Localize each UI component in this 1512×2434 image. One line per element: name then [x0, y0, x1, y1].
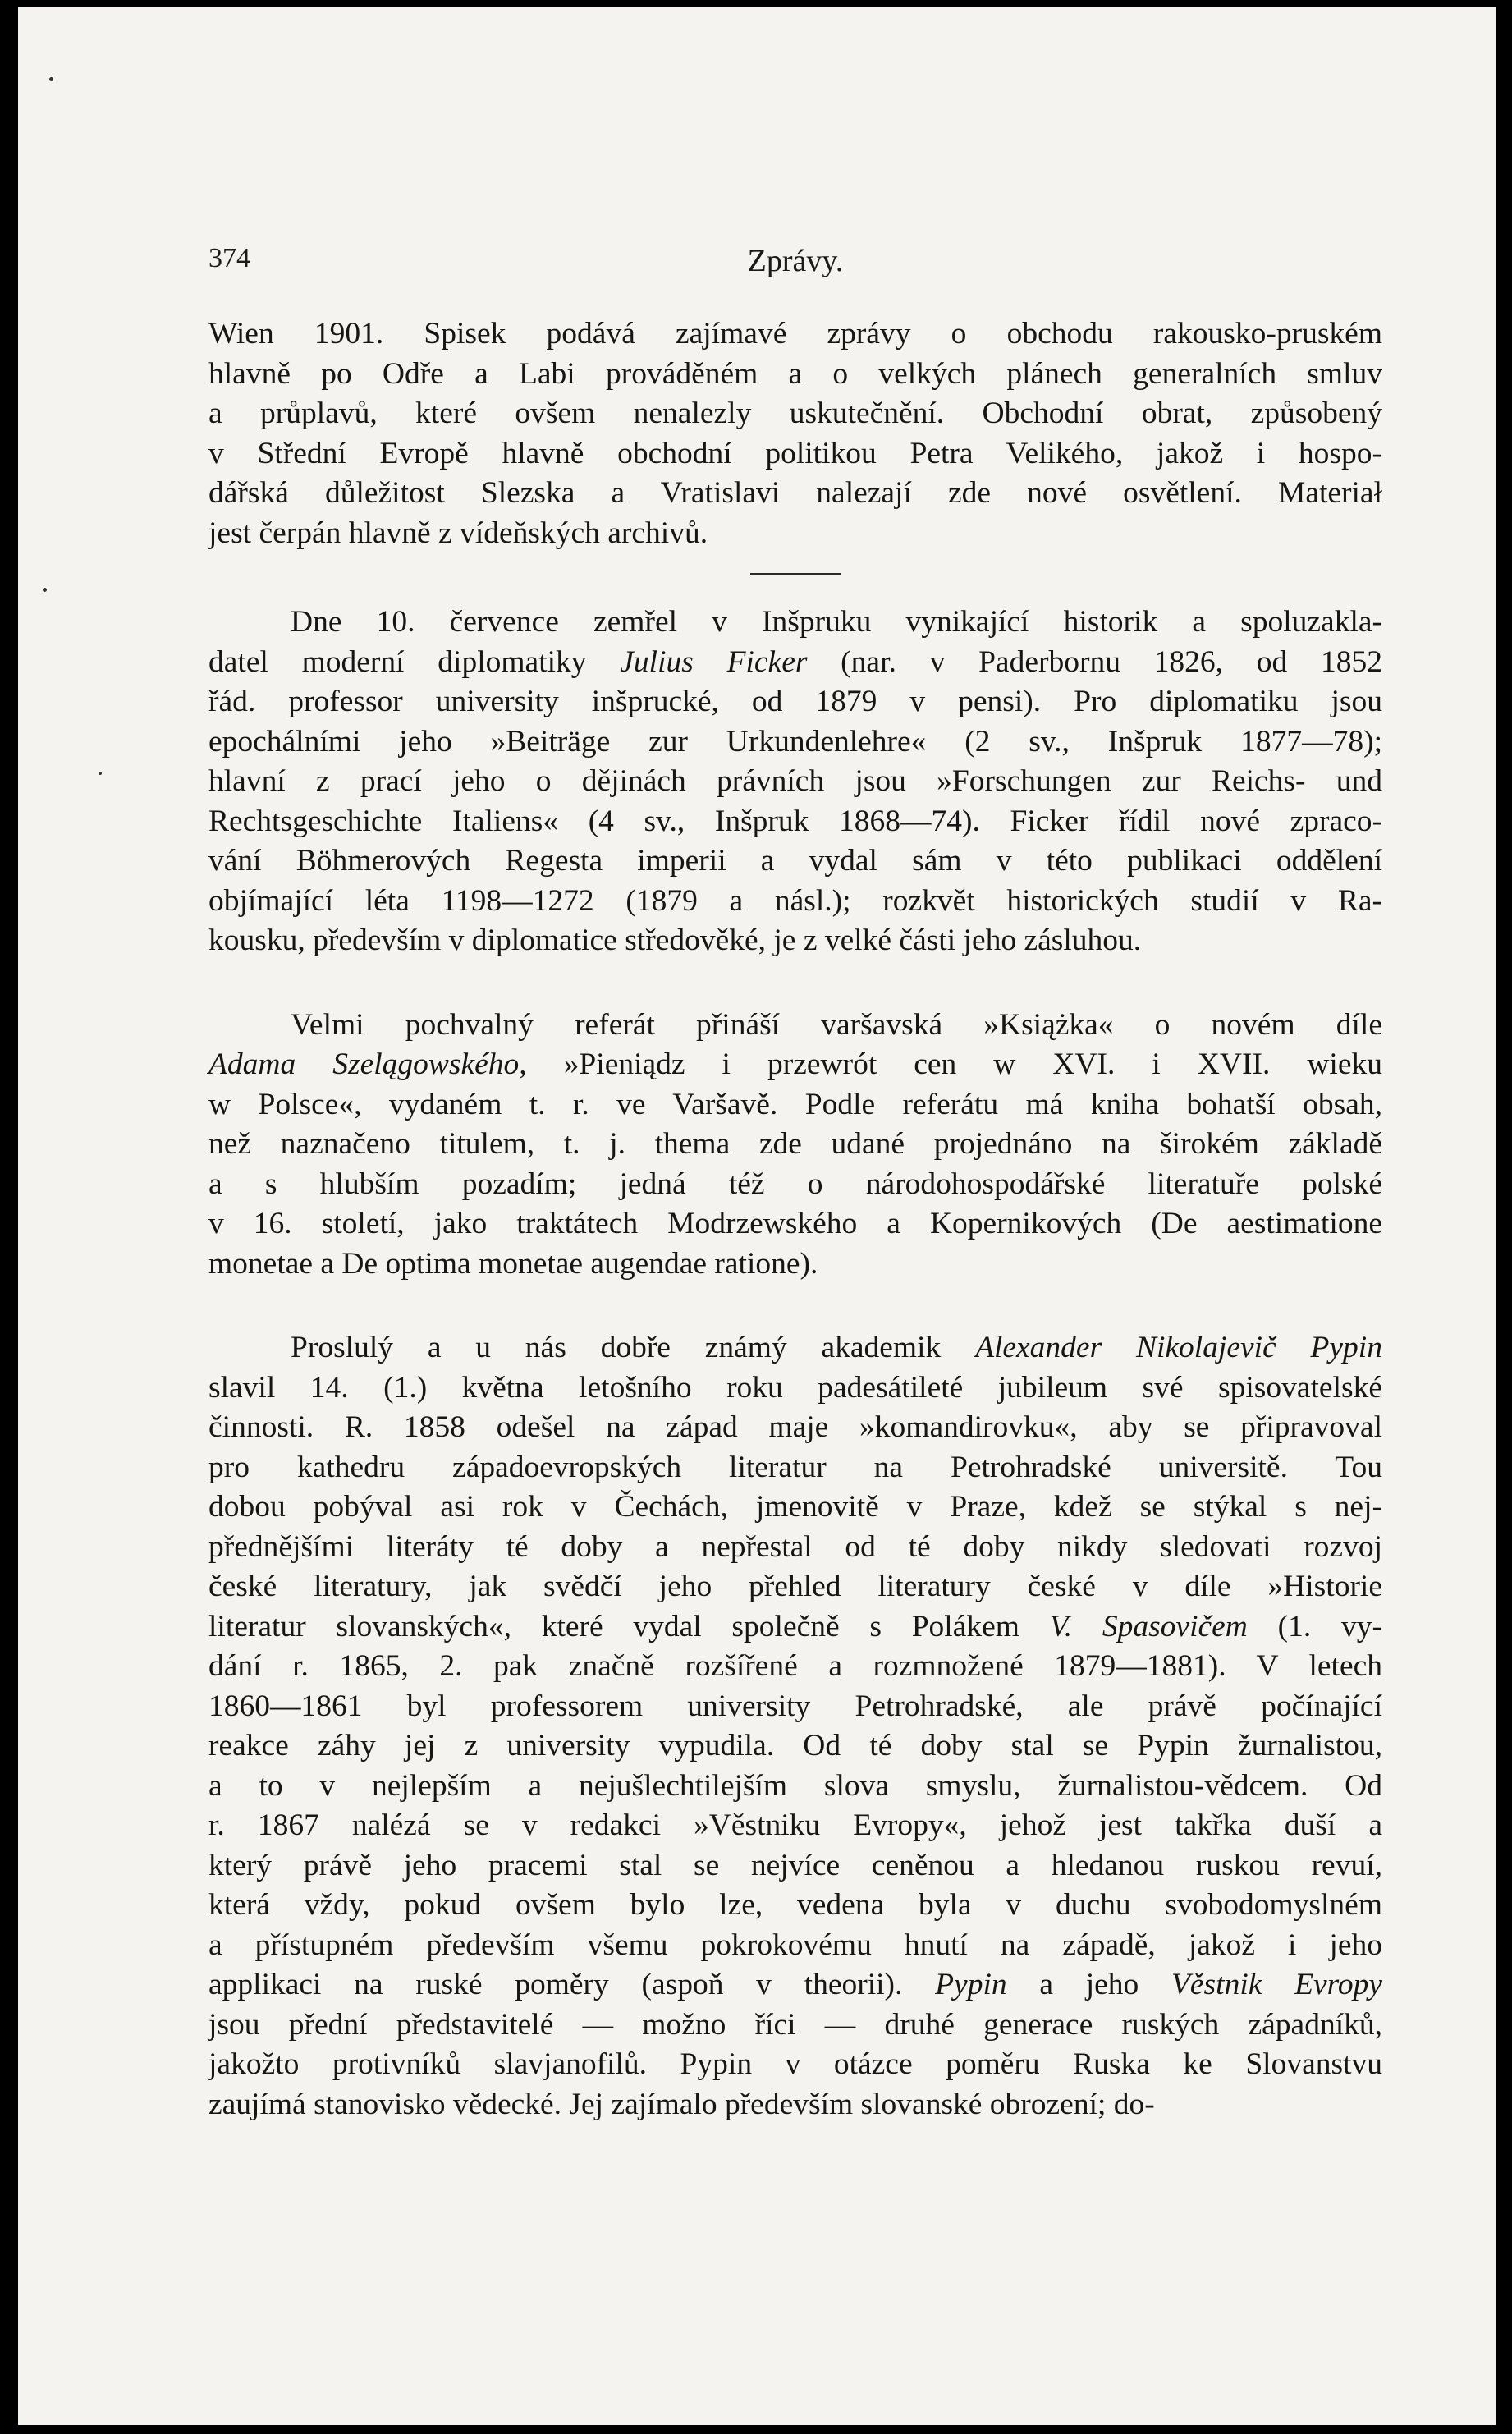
paragraph-szelagowski-review [208, 1006, 1382, 1285]
text-line: reakce záhy jej z university vypudila. Od té doby stal se Pypin žurnalistou, [208, 1729, 1382, 1762]
paragraph-gap [208, 961, 1382, 1006]
text-line: v Střední Evropě hlavně obchodní politikou Petra Velikého, jakož i hospo- [208, 436, 1382, 470]
scan-speck [43, 588, 47, 592]
running-title: Zprávy. [747, 244, 844, 278]
text-line: dání r. 1865, 2. pak značně rozšířené a rozmnožené 1879—1881). V letech [208, 1649, 1382, 1683]
page-header [208, 243, 1382, 292]
text-line: jakožto protivníků slavjanofilů. Pypin v otázce poměru Ruska ke Slovanstvu [208, 2047, 1382, 2081]
text-line: vání Böhmerových Regesta imperii a vydal sám v této publikaci oddělení [208, 844, 1382, 878]
text-line: jest čerpán hlavně z vídeňských archivů. [208, 516, 708, 550]
text-line: applikaci na ruské poměry (aspoň v theorii). Pypin a jeho Věstnik Evropy [208, 1968, 1382, 2001]
text-line: a průplavů, které ovšem nenalezly uskutečnění. Obchodní obrat, způsobený [208, 396, 1382, 430]
text-line: dářská důležitost Slezska a Vratislavi nalezají zde nové osvětlení. Materiał [208, 476, 1382, 510]
page-number: 374 [208, 243, 250, 273]
text-line: hlavně po Odře a Labi prováděném a o velkých plánech generalních smluv [208, 356, 1382, 391]
text-line: řád. professor university inšprucké, od 1879 v pensi). Pro diplomatiku jsou [208, 685, 1382, 718]
text-line: zaujímá stanovisko vědecké. Jej zajímalo především slovanské obrození; do- [208, 2087, 1155, 2121]
text-line: r. 1867 nalézá se v redakci »Věstniku Evropy«, jehož jest takřka duší a [208, 1808, 1382, 1842]
scan-speck [49, 77, 53, 81]
text-line: monetae a De optima monetae augendae ratione). [208, 1246, 818, 1281]
paragraph-ficker-obituary [208, 603, 1382, 961]
text-line: 1860—1861 byl professorem university Petrohradské, ale právě počínající [208, 1689, 1382, 1723]
text-line: a to v nejlepším a nejušlechtilejším slova smyslu, žurnalistou-vědcem. Od [208, 1768, 1382, 1803]
text-line: Dne 10. července zemřel v Inšpruku vynikající historik a spoluzakla- [291, 605, 1382, 639]
text-line: objímající léta 1198—1272 (1879 a násl.); rozkvět historických studií v Ra- [208, 883, 1382, 918]
text-line: Proslulý a u nás dobře známý akademik Alexander Nikolajevič Pypin [291, 1331, 1382, 1364]
text-line: Wien 1901. Spisek podává zajímavé zprávy o obchodu rakousko-pruském [208, 317, 1382, 351]
text-line: epochálními jeho »Beiträge zur Urkundenlehre« (2 sv., Inšpruk 1877—78); [208, 724, 1382, 759]
text-line: dobou pobýval asi rok v Čechách, jmenovitě v Praze, kdež se stýkal s nej- [208, 1490, 1382, 1524]
text-line: Adama Szelągowského, »Pieniądz i przewrót cen w XVI. i XVII. wieku [208, 1047, 1382, 1081]
text-line: datel moderní diplomatiky Julius Ficker (nar. v Paderbornu 1826, od 1852 [208, 644, 1383, 679]
paragraph-pypin-jubilee [208, 1328, 1382, 2125]
text-line: jsou přední představitelé — možno říci — druhé generace ruských západníků, [208, 2007, 1382, 2042]
text-line: české literatury, jak svědčí jeho přehled literatury české v díle »Historie [208, 1570, 1382, 1603]
text-line: pro kathedru západoevropských literatur na Petrohradské universitě. Tou [208, 1450, 1382, 1484]
text-line: Velmi pochvalný referát přináší varšavská »Książka« o novém díle [291, 1007, 1382, 1042]
text-line: činnosti. R. 1858 odešel na západ maje »komandirovku«, aby se připravoval [208, 1410, 1382, 1444]
text-line: v 16. století, jako traktátech Modrzewského a Kopernikových (De aestimatione [208, 1207, 1382, 1240]
text-line: a přístupném především všemu pokrokovému hnutí na západě, jakož i jeho [208, 1927, 1382, 1962]
article-body [208, 314, 1382, 2125]
scan-speck [99, 772, 102, 775]
text-line: Rechtsgeschichte Italiens« (4 sv., Inšpruk 1868—74). Ficker řídil nové zpraco- [208, 804, 1382, 838]
text-line: kousku, především v diplomatice středověké, je z velké části jeho zásluhou. [208, 924, 1142, 957]
text-line: než naznačeno titulem, t. j. thema zde udané projednáno na širokém základě [208, 1127, 1382, 1161]
text-line: který právě jeho pracemi stal se nejvíce ceněnou a hledanou ruskou revuí, [208, 1848, 1382, 1882]
text-line: přednějšími literáty té doby a nepřestal od té doby nikdy sledovati rozvoj [208, 1529, 1382, 1564]
text-line: která vždy, pokud ovšem bylo lze, vedena byla v duchu svobodomyslném [208, 1888, 1382, 1922]
text-line: w Polsce«, vydaném t. r. ve Varšavě. Podle referátu má kniha bohatší obsah, [208, 1087, 1382, 1121]
paragraph-wien-1901 [208, 314, 1382, 553]
paragraph-gap [208, 1284, 1382, 1328]
text-line: literatur slovanských«, které vydal společně s Polákem V. Spasovičem (1. vy- [208, 1609, 1382, 1643]
text-line: slavil 14. (1.) května letošního roku padesátileté jubileum své spisovatelské [208, 1370, 1382, 1405]
text-line: hlavní z prací jeho o dějinách právních jsou »Forschungen zur Reichs- und [208, 764, 1382, 798]
section-divider [750, 573, 841, 575]
text-line: a s hlubším pozadím; jedná též o národohospodářské literatuře polské [208, 1167, 1382, 1201]
